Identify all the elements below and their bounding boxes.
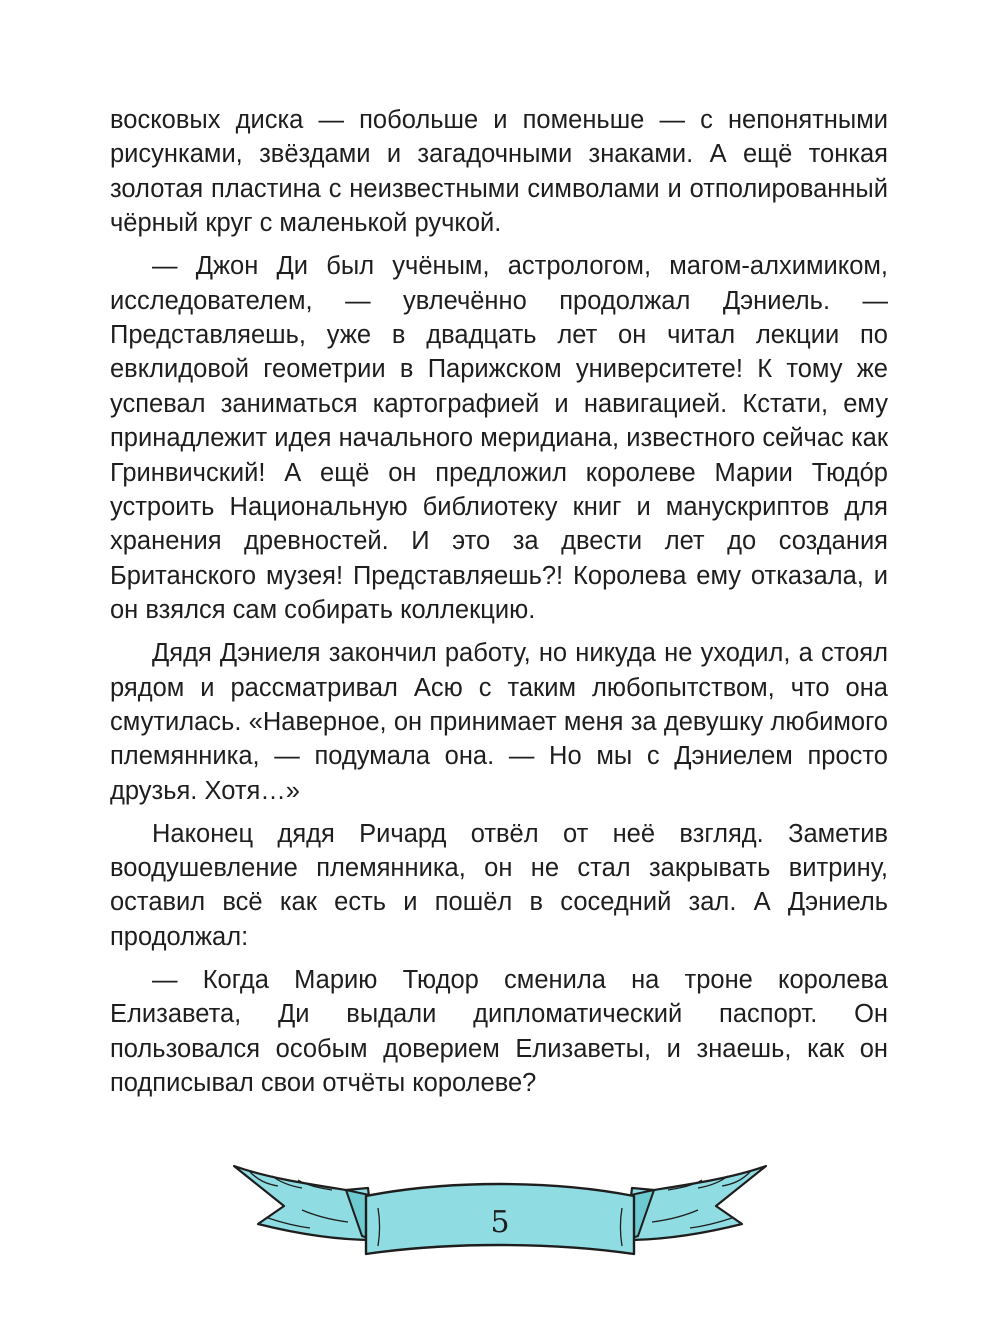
paragraph-3: Дядя Дэниеля закончил работу, но никуда не уходил, а стоял рядом и рассматривал Асю с таким любопытством, что она смутилась. «Наверное, он принимает меня за девушку любимого племянника, — подумала она. — Но мы с Дэниелем просто друзья. Хотя…» (110, 639, 888, 805)
paragraph-5: — Когда Марию Тюдор сменила на троне королева Елизавета, Ди выдали дипломатический паспорт. Он пользовался особым доверием Елизаветы, и знаешь, как он подписывал свои отчёты королеве? (110, 965, 888, 1097)
paragraph-1: восковых диска — побольше и поменьше — с непонятными рисунками, звёздами и загадочными знаками. А ещё тонкая золотая пластина с неизвестными символами и отполированный чёрный круг с маленькой ручкой. (110, 106, 888, 238)
page-text (110, 103, 888, 1109)
page-number: 5 (490, 1205, 510, 1240)
paragraph-4: Наконец дядя Ричард отвёл от неё взгляд. Заметив воодушевление племянника, он не стал закрывать витрину, оставил всё как есть и пошёл в соседний зал. А Дэниель продолжал: (110, 819, 888, 951)
page-number-ribbon (228, 1150, 772, 1270)
paragraph-2: — Джон Ди был учёным, астрологом, магом-алхимиком, исследователем, — увлечённо продолжал Дэниель. — Представляешь, уже в двадцать лет он читал лекции по евклидовой геометрии в Парижском университете! К тому же успевал заниматься картографией и навигацией. Кстати, ему принадлежит идея начального меридиана, известного сейчас как Гринвичский! А ещё он предложил королеве Марии Тюдо́р устроить Национальную библиотеку книг и манускриптов для хранения древностей. И это за двести лет до создания Британского музея! Представляешь?! Королева ему отказала, и он взялся сам собирать коллекцию. (110, 252, 888, 625)
